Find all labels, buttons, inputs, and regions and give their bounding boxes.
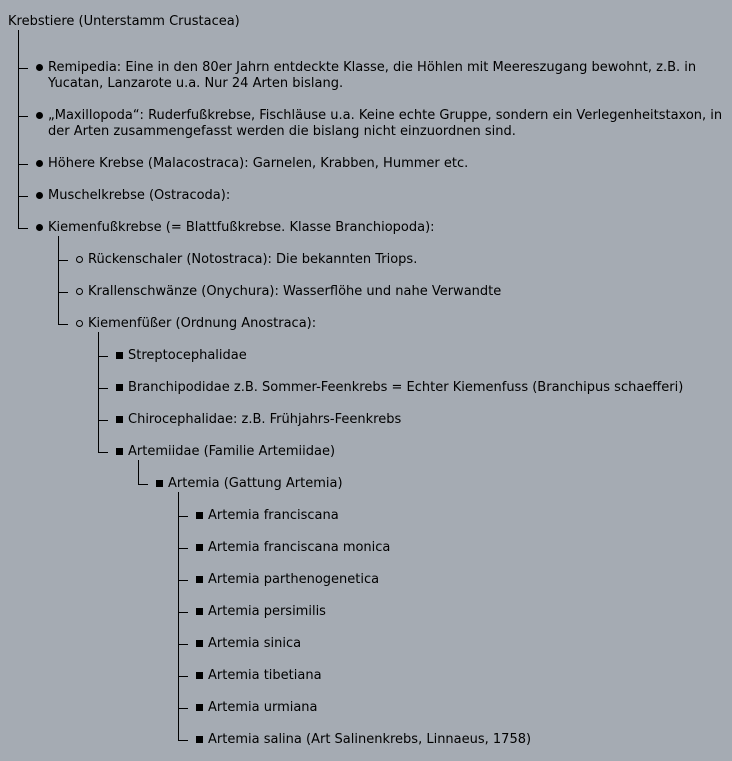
tree-node [88, 252, 724, 268]
tree-node-row [208, 636, 724, 652]
tree-node-row [88, 284, 724, 300]
tree-node-children [48, 252, 724, 748]
disc-bullet-icon [36, 112, 43, 119]
tree-root-row [8, 14, 708, 30]
tree-node-label: Kiemenfußkrebse (= Blattfußkrebse. Klasse Branchiopoda): [48, 220, 435, 235]
tree-node-row [208, 668, 724, 684]
tree-node [128, 348, 724, 364]
square-bullet-icon [116, 352, 123, 359]
tree-node-label: Artemia franciscana monica [208, 540, 391, 555]
square-bullet-icon [196, 672, 203, 679]
tree-node-label: Artemia (Gattung Artemia) [168, 476, 343, 491]
tree-node-label: Höhere Krebse (Malacostraca): Garnelen, Krabben, Hummer etc. [48, 156, 469, 171]
tree-node [128, 444, 724, 748]
tree-node-label: Artemiidae (Familie Artemiidae) [128, 444, 336, 459]
square-bullet-icon [196, 704, 203, 711]
tree-node-row [208, 508, 724, 524]
tree-node-label: Artemia parthenogenetica [208, 572, 380, 587]
tree-node-label: Muschelkrebse (Ostracoda): [48, 188, 231, 203]
square-bullet-icon [196, 608, 203, 615]
tree-node-label: Streptocephalidae [128, 348, 247, 363]
circle-bullet-icon [76, 288, 83, 295]
tree-node-row [128, 444, 724, 460]
tree-node-row [128, 348, 724, 364]
tree-node-label: Krallenschwänze (Onychura): Wasserflöhe und nahe Verwandte [88, 284, 502, 299]
disc-bullet-icon [36, 64, 43, 71]
tree-node-row [208, 732, 724, 748]
tree-node-label: Remipedia: Eine in den 80er Jahrn entdeckte Klasse, die Höhlen mit Meereszugang bewohnt, z.B. in Yucatan, Lanzarote u.a. Nur 24 Arten bislang. [48, 60, 697, 91]
tree-node-row [208, 572, 724, 588]
square-bullet-icon [116, 448, 123, 455]
square-bullet-icon [116, 416, 123, 423]
square-bullet-icon [116, 384, 123, 391]
tree-node-row [88, 316, 724, 332]
circle-bullet-icon [76, 320, 83, 327]
tree-node [208, 604, 724, 620]
tree-node-row [48, 156, 724, 172]
tree-node-label: Chirocephalidae: z.B. Frühjahrs-Feenkrebs [128, 412, 402, 427]
tree-node-label: Artemia salina (Art Salinenkrebs, Linnaeus, 1758) [208, 732, 532, 747]
tree-node-row [128, 380, 724, 396]
tree-node-row [48, 220, 724, 236]
tree-node-label: Rückenschaler (Notostraca): Die bekannten Triops. [88, 252, 418, 267]
disc-bullet-icon [36, 192, 43, 199]
tree-node-label: Artemia urmiana [208, 700, 318, 715]
tree-node [208, 732, 724, 748]
square-bullet-icon [196, 736, 203, 743]
square-bullet-icon [196, 512, 203, 519]
tree-node [128, 380, 724, 396]
tree-node [208, 636, 724, 652]
tree-node-row [88, 252, 724, 268]
tree-node-row [128, 412, 724, 428]
tree-node-row [48, 188, 724, 204]
tree-root-children [8, 30, 724, 748]
tree-node-children [128, 476, 724, 748]
circle-bullet-icon [76, 256, 83, 263]
square-bullet-icon [156, 480, 163, 487]
tree-node-row [48, 108, 724, 140]
square-bullet-icon [196, 544, 203, 551]
tree-node-label: Artemia sinica [208, 636, 302, 651]
tree-node-row [208, 540, 724, 556]
tree-node-children [88, 348, 724, 748]
tree-node [48, 108, 724, 140]
tree-node [48, 156, 724, 172]
square-bullet-icon [196, 576, 203, 583]
tree-node [128, 412, 724, 428]
tree-node [208, 508, 724, 524]
tree-node-label: „Maxillopoda“: Ruderfußkrebse, Fischläuse u.a. Keine echte Gruppe, sondern ein Verlegenheitstaxon, in der Arten zusammengefasst werden die bislang nicht einzuordnen sind. [48, 108, 723, 139]
disc-bullet-icon [36, 224, 43, 231]
tree-node [208, 540, 724, 556]
tree-node [168, 476, 724, 748]
tree-node [48, 220, 724, 748]
tree-node-children [168, 508, 724, 748]
tree-node [208, 700, 724, 716]
tree-node-label: Branchipodidae z.B. Sommer-Feenkrebs = Echter Kiemenfuss (Branchipus schaefferi) [128, 380, 684, 395]
tree-node [208, 572, 724, 588]
tree-root-label: Krebstiere (Unterstamm Crustacea) [8, 14, 240, 29]
tree-node [88, 316, 724, 748]
disc-bullet-icon [36, 160, 43, 167]
tree-node [208, 668, 724, 684]
tree-node [48, 60, 724, 92]
tree-node-label: Artemia franciscana [208, 508, 339, 523]
tree-node-row [168, 476, 724, 492]
square-bullet-icon [196, 640, 203, 647]
tree-node-label: Kiemenfüßer (Ordnung Anostraca): [88, 316, 317, 331]
tree-node-row [48, 60, 724, 92]
tree-node-row [208, 700, 724, 716]
tree-node [48, 188, 724, 204]
tree-node-label: Artemia persimilis [208, 604, 326, 619]
tree-node-row [208, 604, 724, 620]
tree-node [88, 284, 724, 300]
tree-node-label: Artemia tibetiana [208, 668, 322, 683]
